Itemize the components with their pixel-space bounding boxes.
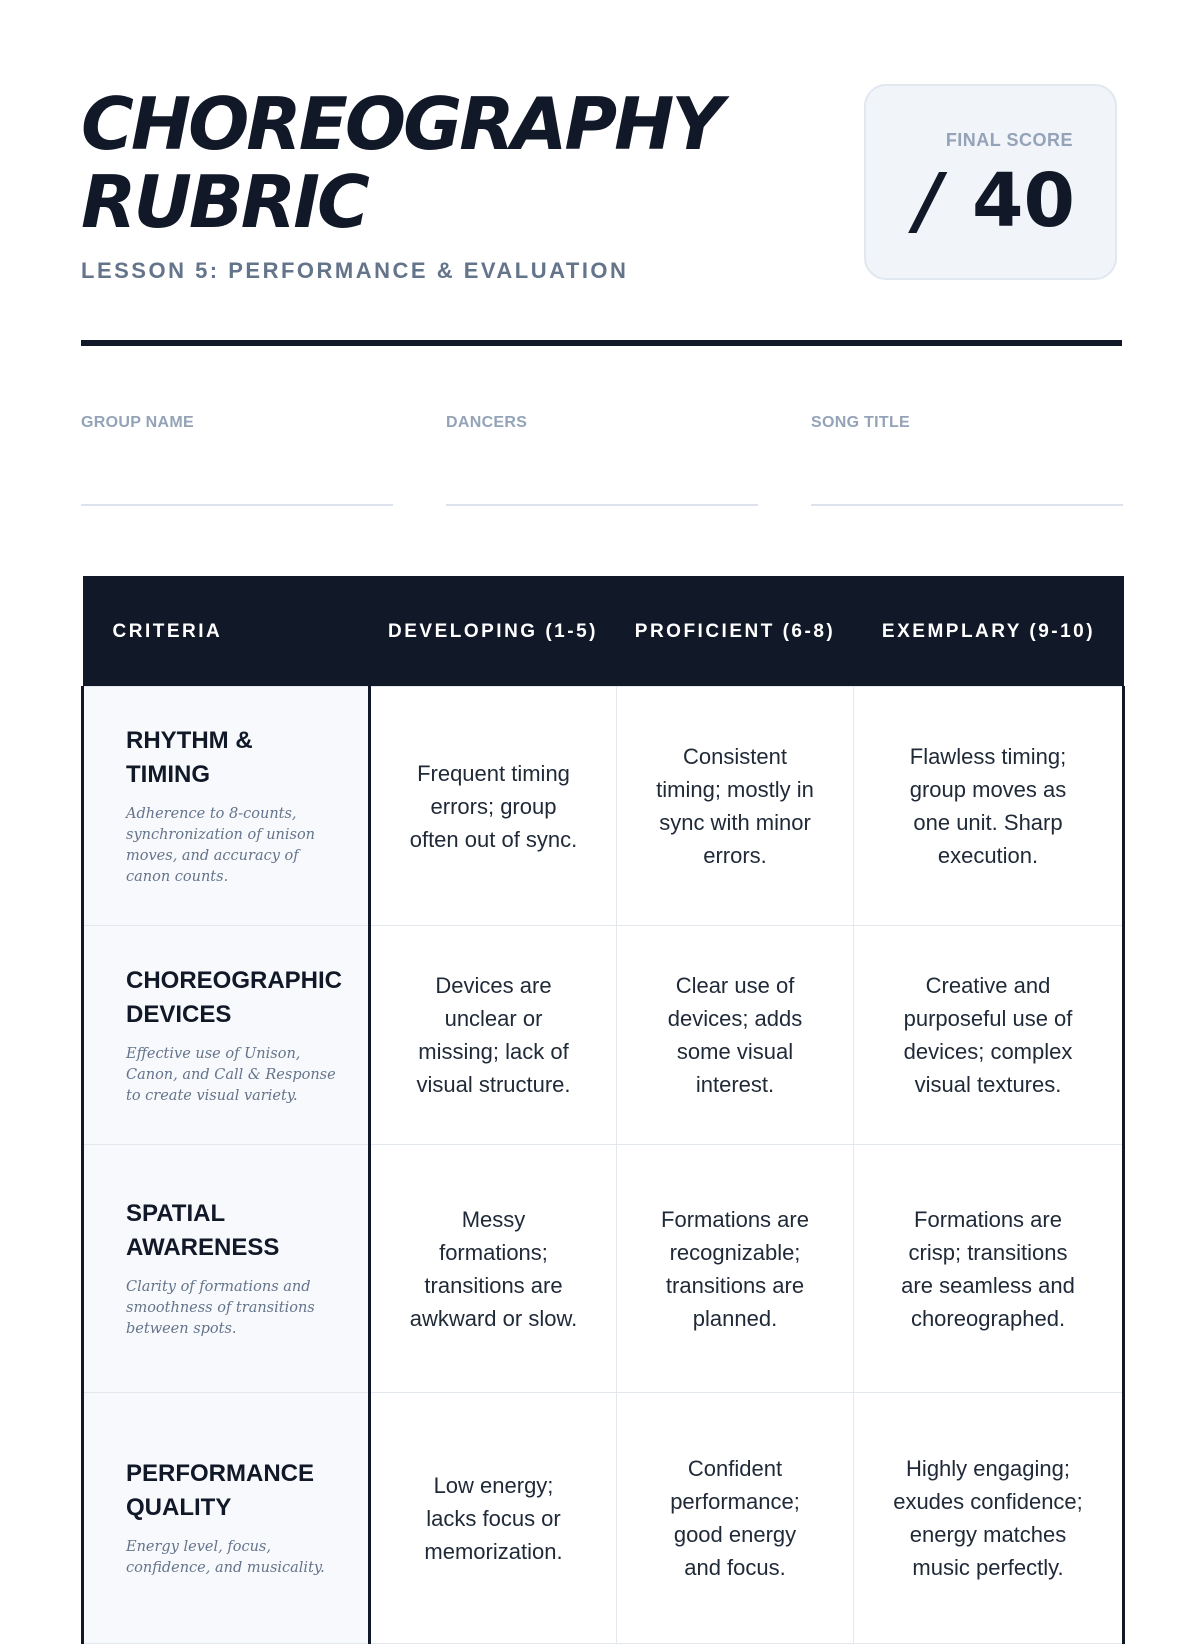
song-title-line[interactable]	[811, 504, 1123, 506]
table-row	[83, 687, 1124, 926]
table-row	[83, 1145, 1124, 1393]
page-title: CHOREOGRAPHY RUBRIC	[81, 82, 721, 244]
rubric-table	[81, 576, 1125, 1644]
proficient-cell: Consistent timing; mostly in sync with minor errors.	[617, 687, 854, 926]
criteria-cell	[83, 1145, 370, 1393]
dancers-line[interactable]	[446, 504, 758, 506]
header-criteria: CRITERIA	[83, 576, 370, 687]
exemplary-cell: Flawless timing; group moves as one unit. Sharp execution.	[854, 687, 1124, 926]
criteria-name: CHOREOGRAPHIC DEVICES	[126, 966, 343, 1028]
table-row	[83, 1393, 1124, 1644]
song-title-field[interactable]	[811, 414, 1123, 432]
criteria-cell	[83, 1393, 370, 1644]
developing-cell: Frequent timing errors; group often out of sync.	[370, 687, 617, 926]
final-score-max: 40	[972, 158, 1075, 244]
final-score-label: FINAL SCORE	[945, 130, 1073, 150]
exemplary-cell: Highly engaging; exudes confidence; energy matches music perfectly.	[854, 1393, 1124, 1644]
exemplary-cell: Creative and purposeful use of devices; complex visual textures.	[854, 926, 1124, 1145]
header-divider	[81, 340, 1122, 346]
dancers-field[interactable]	[446, 414, 758, 432]
group-name-label: GROUP NAME	[81, 414, 194, 431]
group-name-line[interactable]	[81, 504, 393, 506]
criteria-cell	[83, 687, 370, 926]
exemplary-cell: Formations are crisp; transitions are seamless and choreographed.	[854, 1145, 1124, 1393]
page-header	[81, 80, 1122, 290]
header-developing: DEVELOPING (1-5)	[370, 576, 617, 687]
header-proficient: PROFICIENT (6-8)	[617, 576, 854, 687]
developing-cell: Low energy; lacks focus or memorization.	[370, 1393, 617, 1644]
group-name-field[interactable]	[81, 414, 393, 432]
criteria-description: Clarity of formations and smoothness of transitions between spots.	[126, 1279, 315, 1337]
final-score-box	[864, 84, 1117, 280]
criteria-cell	[83, 926, 370, 1145]
dancers-label: DANCERS	[446, 414, 528, 431]
developing-cell: Devices are unclear or missing; lack of visual structure.	[370, 926, 617, 1145]
criteria-name: SPATIAL AWARENESS	[126, 1200, 280, 1261]
criteria-name: PERFORMANCE QUALITY	[126, 1460, 315, 1521]
criteria-description: Energy level, focus, confidence, and musicality.	[126, 1539, 325, 1576]
song-title-label: SONG TITLE	[811, 414, 910, 431]
header-exemplary: EXEMPLARY (9-10)	[854, 576, 1124, 687]
proficient-cell: Confident performance; good energy and focus.	[617, 1393, 854, 1644]
proficient-cell: Clear use of devices; adds some visual interest.	[617, 926, 854, 1145]
developing-cell: Messy formations; transitions are awkward or slow.	[370, 1145, 617, 1393]
page-subtitle: LESSON 5: PERFORMANCE & EVALUATION	[81, 258, 629, 283]
final-score-value	[915, 156, 1075, 246]
score-slash: /	[915, 158, 943, 244]
rubric-header-row	[83, 576, 1124, 687]
table-row	[83, 926, 1124, 1145]
criteria-name: RHYTHM & TIMING	[126, 727, 253, 788]
criteria-description: Effective use of Unison, Canon, and Call & Response to create visual variety.	[126, 1045, 336, 1104]
criteria-description: Adherence to 8-counts, synchronization of unison moves, and accuracy of canon counts.	[126, 806, 316, 885]
proficient-cell: Formations are recognizable; transitions are planned.	[617, 1145, 854, 1393]
